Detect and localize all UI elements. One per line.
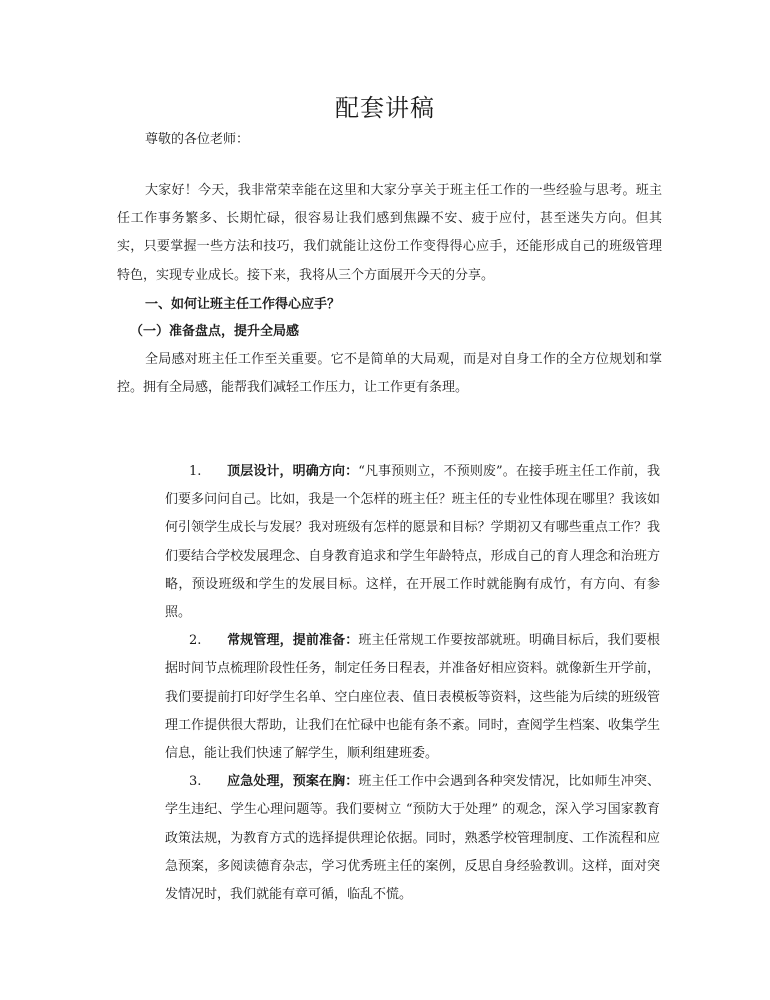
list-item-text: “凡事预则立，不预则废”。在接手班主任工作前，我们要多问问自己。比如，我是一个怎样的班主任？班主任的专业性体现在哪里？我该如何引领学生成长与发展？我对班级有怎样的愿景和目标？学期初又有哪些重点工作？我们要结合学校发展理念、自身教育追求和学生年龄特点，形成自己的育人理念和治班方略，预设班级和学生的发展目标。这样，在开展工作时就能胸有成竹，有方向、有参照。	[165, 464, 660, 621]
list-item-text: 班主任工作中会遇到各种突发情况，比如师生冲突、学生违纪、学生心理问题等。我们要树立 “预防大于处理” 的观念，深入学习国家教育政策法规，为教育方式的选择提供理论依据。同时，熟悉学校管理制度、工作流程和应急预案，多阅读德育杂志，学习优秀班主任的案例，反思自身经验教训。这样，面对突发情况时，我们就能有章可循，临乱不慌。	[165, 774, 660, 903]
subsection-paragraph: 全局感对班主任工作至关重要。它不是简单的大局观，而是对自身工作的全方位规划和掌控。拥有全局感，能帮我们减轻工作压力，让工作更有条理。	[117, 352, 662, 396]
document-title: 配套讲稿	[335, 94, 435, 122]
intro-paragraph: 大家好！今天，我非常荣幸能在这里和大家分享关于班主任工作的一些经验与思考。班主任工作事务繁多、长期忙碌，很容易让我们感到焦躁不安、疲于应付，甚至迷失方向。但其实，只要掌握一些方法和技巧，我们就能让这份工作变得得心应手，还能形成自己的班级管理特色，实现专业成长。接下来，我将从三个方面展开今天的分享。	[117, 183, 662, 283]
list-item-heading: 顶层设计，明确方向：	[227, 464, 359, 479]
section-heading: 一、如何让班主任工作得心应手？	[145, 297, 341, 312]
list-item-text: 班主任常规工作要按部就班。明确目标后，我们要根据时间节点梳理阶段性任务，制定任务日程表，并准备好相应资料。就像新生开学前，我们要提前打印好学生名单、空白座位表、值日表模板等资料，这些能为后续的班级管理工作提供很大帮助，让我们在忙碌中也能有条不紊。同时，查阅学生档案、收集学生信息，能让我们快速了解学生，顺利组建班委。	[165, 633, 660, 762]
list-item	[165, 768, 660, 909]
list-item-number: 2.	[189, 633, 202, 649]
list-item	[165, 458, 660, 627]
salutation: 尊敬的各位老师：	[145, 132, 250, 147]
subsection-heading: （一）准备盘点，提升全局感	[130, 324, 300, 339]
list-item-heading: 常规管理，提前准备：	[227, 633, 359, 649]
list-item	[165, 627, 660, 768]
numbered-list	[165, 458, 660, 909]
list-item-number: 3.	[189, 774, 202, 790]
list-item-number: 1.	[189, 464, 202, 479]
list-item-heading: 应急处理，预案在胸：	[227, 774, 359, 790]
